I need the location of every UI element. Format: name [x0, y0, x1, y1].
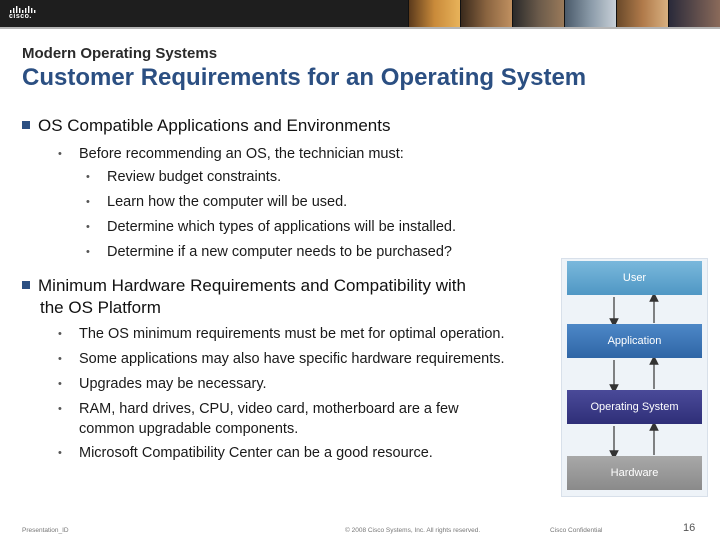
os-layer-diagram [561, 258, 708, 497]
list-item [86, 218, 456, 238]
dot-bullet-icon: • [86, 171, 90, 183]
layer-application: Application [567, 324, 702, 358]
list-item-text: Learn how the computer will be used. [107, 194, 348, 210]
sub-bullet [58, 400, 459, 439]
square-bullet-icon [22, 281, 30, 289]
dot-bullet-icon: • [58, 328, 62, 340]
dot-bullet-icon: • [86, 221, 90, 233]
page-number: 16 [683, 522, 696, 534]
list-item-text: Determine if a new computer needs to be purchased? [107, 244, 452, 260]
dot-bullet-icon: • [58, 447, 62, 459]
sub-bullet [58, 325, 505, 345]
sub-bullet [58, 350, 505, 370]
footer-confidential: Cisco Confidential [550, 527, 603, 534]
dot-bullet-icon: • [86, 196, 90, 208]
bullet-os-compatible [22, 115, 390, 137]
photo-strip [408, 0, 720, 27]
bullet-text-line1: Minimum Hardware Requirements and Compatibility with [38, 276, 466, 295]
banner-photo [668, 0, 720, 27]
sub-bullet-text-continued: common upgradable components. [79, 421, 299, 437]
sub-bullet [58, 145, 404, 165]
banner-photo [512, 0, 564, 27]
banner-photo [616, 0, 668, 27]
bullet-text-line2: the OS Platform [40, 298, 161, 317]
banner-photo [408, 0, 460, 27]
dot-bullet-icon: • [58, 353, 62, 365]
dot-bullet-icon: • [58, 148, 62, 160]
top-banner [0, 0, 720, 27]
sub-bullet-text: RAM, hard drives, CPU, video card, motherboard are a few [79, 401, 459, 417]
list-item-text: Review budget constraints. [107, 169, 282, 185]
banner-photo [460, 0, 512, 27]
layer-operating-system: Operating System [567, 390, 702, 424]
layer-user: User [567, 261, 702, 295]
sub-bullet-text: The OS minimum requirements must be met for optimal operation. [79, 326, 505, 342]
square-bullet-icon [22, 121, 30, 129]
slide-subtitle: Modern Operating Systems [22, 45, 218, 62]
bullet-minimum-hardware [22, 275, 466, 319]
footer-copyright: © 2008 Cisco Systems, Inc. All rights reserved. [345, 527, 481, 534]
banner-divider [0, 27, 720, 29]
list-item [86, 193, 347, 213]
sub-bullet-text: Upgrades may be necessary. [79, 376, 267, 392]
sub-bullet-text: Before recommending an OS, the technician must: [79, 146, 404, 162]
dot-bullet-icon: • [86, 246, 90, 258]
list-item-text: Determine which types of applications will be installed. [107, 219, 456, 235]
slide-title: Customer Requirements for an Operating System [22, 64, 587, 91]
banner-photo [564, 0, 616, 27]
dot-bullet-icon: • [58, 403, 62, 415]
list-item [86, 168, 281, 188]
layer-hardware: Hardware [567, 456, 702, 490]
sub-bullet [58, 375, 267, 395]
bullet-text: OS Compatible Applications and Environments [38, 116, 391, 135]
sub-bullet [58, 444, 433, 464]
list-item [86, 243, 452, 263]
sub-bullet-text: Microsoft Compatibility Center can be a good resource. [79, 445, 433, 461]
footer-presentation-id: Presentation_ID [22, 527, 69, 534]
dot-bullet-icon: • [58, 378, 62, 390]
sub-bullet-text: Some applications may also have specific hardware requirements. [79, 351, 505, 367]
logo-text: cisco. [9, 13, 32, 20]
